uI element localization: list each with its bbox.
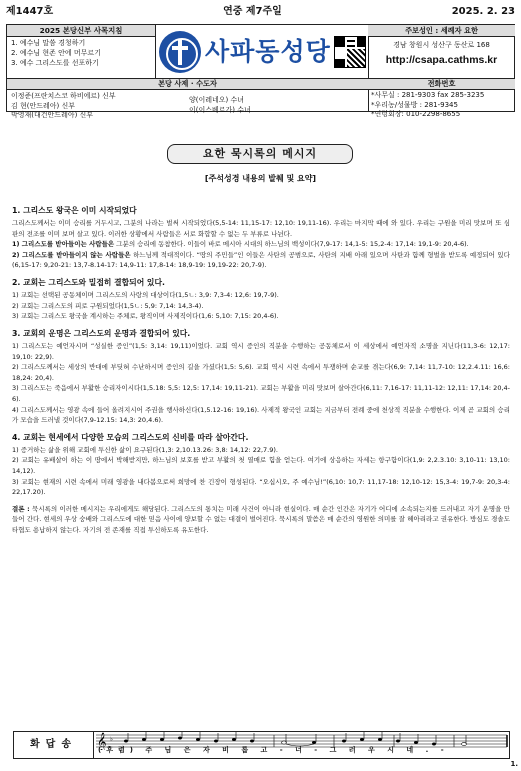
church-url[interactable]: http://csapa.cathms.kr <box>385 53 498 66</box>
church-logo-area <box>155 25 368 78</box>
nun-item: 양(이레네오) 수녀 <box>189 96 245 104</box>
patron-info <box>368 25 515 78</box>
page-number: 1. <box>510 760 518 768</box>
phone-title: 전화번호 <box>368 78 515 90</box>
liturgical-week: 연중 제7주일 <box>223 5 282 17</box>
section-4-item: 3) 교회는 현재의 시련 속에서 미래 영광을 내다봄으로써 희망에 찬 긴장이 형성된다. “오십시오, 주 예수님!”(6,10: 10,7: 11,17-18: 12,10-12: 15,3-4: 19,7-9: 20,3-4: 22,17.20). <box>12 477 510 497</box>
section-4-title: 4. 교회는 현세에서 다양한 모습의 그리스도의 신비를 따라 살아간다. <box>12 432 249 442</box>
priest-item: 이정준(프란치스코 하비에르) 신부 <box>11 92 116 100</box>
guidelines-list <box>7 37 155 69</box>
section-3-item: 2) 그리스도께서는 세상의 반대에 부딪혀 수난하시며 증인의 길을 가셨다(1,5: 5,6). 교회 역시 시련 속에서 투쟁하며 순교를 겪는다(6,9: 7,14: 11,7-10: 12,2.4.11: 16,6: 18,24: 20,4). <box>12 363 510 382</box>
psalm-lyrics: (후렴) 주 님 은 자 비 롭 고 - 너 - 그 러 우 시 네 . - <box>98 746 449 755</box>
priest-list <box>11 92 181 121</box>
nun-item: 이(이스베르가) 수녀 <box>189 105 251 114</box>
top-bar <box>6 4 515 20</box>
section-1-item-2 <box>12 250 510 271</box>
church-logo-icon <box>159 31 201 73</box>
qr-code-icon[interactable] <box>334 36 366 68</box>
paragraph-text: 그분의 승리에 동참한다. 이들이 바로 메시아 시대의 하느님의 백성이다(7,9-17: 14,1-5: 15,2-4: 17,14: 19,1-9: 20,4-6). <box>114 240 469 249</box>
article-title: 요한 묵시록의 메시지 <box>167 144 353 164</box>
responsorial-psalm <box>13 731 510 759</box>
patron-saint: 주보성인 : 세례자 요한 <box>368 25 515 37</box>
pastoral-guidelines <box>7 25 155 78</box>
guideline-item: 2. 예수님 현존 안에 머무르기 <box>11 49 101 57</box>
conclusion-label: 결론 : <box>12 504 30 513</box>
nun-list <box>189 96 359 115</box>
svg-text:𝄞: 𝄞 <box>97 732 107 750</box>
church-address: 경남 창원시 성산구 동산로 168 <box>393 41 490 49</box>
section-3-item: 3) 그리스도는 죽음에서 부활한 승리자이시다(1,5.18: 5,5: 12,5: 17,14: 19,11-21). 교회는 부활을 미리 맛보며 살아간다(6,11: 7,16-17: 11,11-12: 12,11: 17,14: 20,4-6). <box>12 384 510 403</box>
priest-item: 김 현(안드레아) 신부 <box>11 101 76 110</box>
bulletin-date: 2025. 2. 23 <box>451 5 515 17</box>
highlight-text: 2) 그리스도를 받아들이지 않는 사람들은 <box>12 250 131 259</box>
conclusion-text: 묵시록의 이러한 메시지는 우리에게도 해당된다. 그리스도의 통치는 미래 사건이 아니라 현실이다. 매 순간 인간은 자기가 어디에 소속되는지를 드러내고 자기 운명을 만들어 간다. 현세의 우상 숭배와 그리스도에 대한 믿음 사이에 양보할 수 없는 대결이 벌어진다. 묵시록의 말씀은 매 순간의 영원한 의미를 잘 헤아리라고 권유한다. 방심도 경솔도 타협도 용납하지 않는다. 자기의 전 존재를 직접 투신하도록 유도한다. <box>12 504 510 534</box>
section-3-item: 1) 그리스도는 예언자시며 “성실한 증인”(1,5: 3,14: 19,11)이었다. 교회 역시 증인의 직분을 수행하는 공동체로서 이 세상에서 예언자적 소명을 지닌다(11,3-6: 12,17: 19,10: 22,9). <box>12 341 510 361</box>
section-3-item: 4) 그리스도께서는 영광 속에 들어 올려지시어 주권을 행사하신다(1,5.12-16: 19,16). 사제적 왕국인 교회는 지금부터 전례 중에 천상적 직분을 수행한다. 이제 곧 교회의 승리가 모습을 드러낼 것이다(7,9-12.15: 14,3: 20,4.6). <box>12 405 510 425</box>
section-3-title: 3. 교회의 운명은 그리스도의 운명과 결합되어 있다. <box>12 328 191 338</box>
music-staff <box>94 732 509 758</box>
phone-item: *우리농/성물방 : 281-9345 <box>371 100 458 109</box>
section-1-paragraph: 그리스도께서는 이미 승리를 거두시고, 그분의 나라는 벌써 시작되었다(5,5-14: 11,15-17: 12,10: 19,11-16). 우리는 마지막 때에 와 있다. 우리는 구원을 미리 맛보며 또 심판의 전조를 이미 보며 살고 있다. 이러한 상황에서 사람들은 서로 화합할 수 없는 두 부류로 나뉜다. <box>12 219 510 238</box>
bulletin-header <box>6 24 515 119</box>
staff-title: 본당 사제 · 수도자 <box>7 78 368 90</box>
conclusion-paragraph <box>12 504 510 536</box>
phone-item: *사무실 : 281-9303 fax 285-3235 <box>371 91 485 99</box>
section-4-item: 1) 증거하는 삶을 위해 교회에 투신한 삶이 요구된다(1,3: 2,10.13.26: 3,8: 14,12: 22,7.9). <box>12 445 278 454</box>
phone-list <box>371 91 515 120</box>
section-4-item: 2) 교회는 유배살이 하는 이 땅에서 박해받지만, 하느님의 보호를 받고 부활의 첫 열매로 힘을 얻는다. 여기에 상응하는 자세는 항구함이다(1,9: 2,2.3.10: 3,10-11: 13,10: 14,12). <box>12 456 510 475</box>
section-2-item: 3) 교회는 그리스도 왕국을 계시하는 주체로, 왕직이며 사제직이다(1,6: 5,10: 7,15: 20,4-6). <box>12 312 279 321</box>
church-name: 사파동성당 <box>205 36 331 66</box>
highlight-text: 1) 그리스도를 받아들이는 사람들은 <box>12 240 115 249</box>
section-2-title: 2. 교회는 그리스도와 밀접히 결합되어 있다. <box>12 278 165 288</box>
section-1-item-1 <box>12 239 510 250</box>
issue-number: 제1447호 <box>6 5 54 17</box>
guidelines-title: 2025 본당신부 사목지침 <box>7 25 155 37</box>
paragraph-text: 하느님께 적대적이다. “땅의 주민들”인 이들은 사탄의 공범으로, 사탄의 지배 아래 있으며 사탄과 함께 형벌을 받도록 예정되어 있다(6,15-17: 9,20-21: 13,7-8.14-17: 14,9-11: 17,8-14: 18,9-19: 19,19-22: 20,7-9). <box>12 250 510 270</box>
guideline-item: 1. 예수님 말씀 경청하기 <box>11 39 86 47</box>
priest-item: 박영재(대건안드레아) 신부 <box>11 111 94 119</box>
article-body <box>12 205 510 536</box>
svg-text:♭: ♭ <box>110 736 113 743</box>
article-subtitle: [주석성경 내용의 발췌 및 요약] <box>204 174 317 183</box>
section-2-item: 1) 교회는 선택된 공동체이며 그리스도의 사랑의 대상이다(1,5ㄴ: 3,9: 7,3-4: 12,6: 19,7-9). <box>12 291 279 300</box>
guideline-item: 3. 예수 그리스도를 선포하기 <box>11 59 99 67</box>
section-1-title: 1. 그리스도 왕국은 이미 시작되었다 <box>12 206 137 215</box>
section-2-item: 2) 교회는 그리스도의 피로 구원되었다(1,5ㄴ: 5,9: 7,14: 14,3-4). <box>12 301 204 310</box>
phone-item: *연령회장: 010-2298-8655 <box>371 110 461 118</box>
psalm-label: 화답송 <box>14 732 94 758</box>
